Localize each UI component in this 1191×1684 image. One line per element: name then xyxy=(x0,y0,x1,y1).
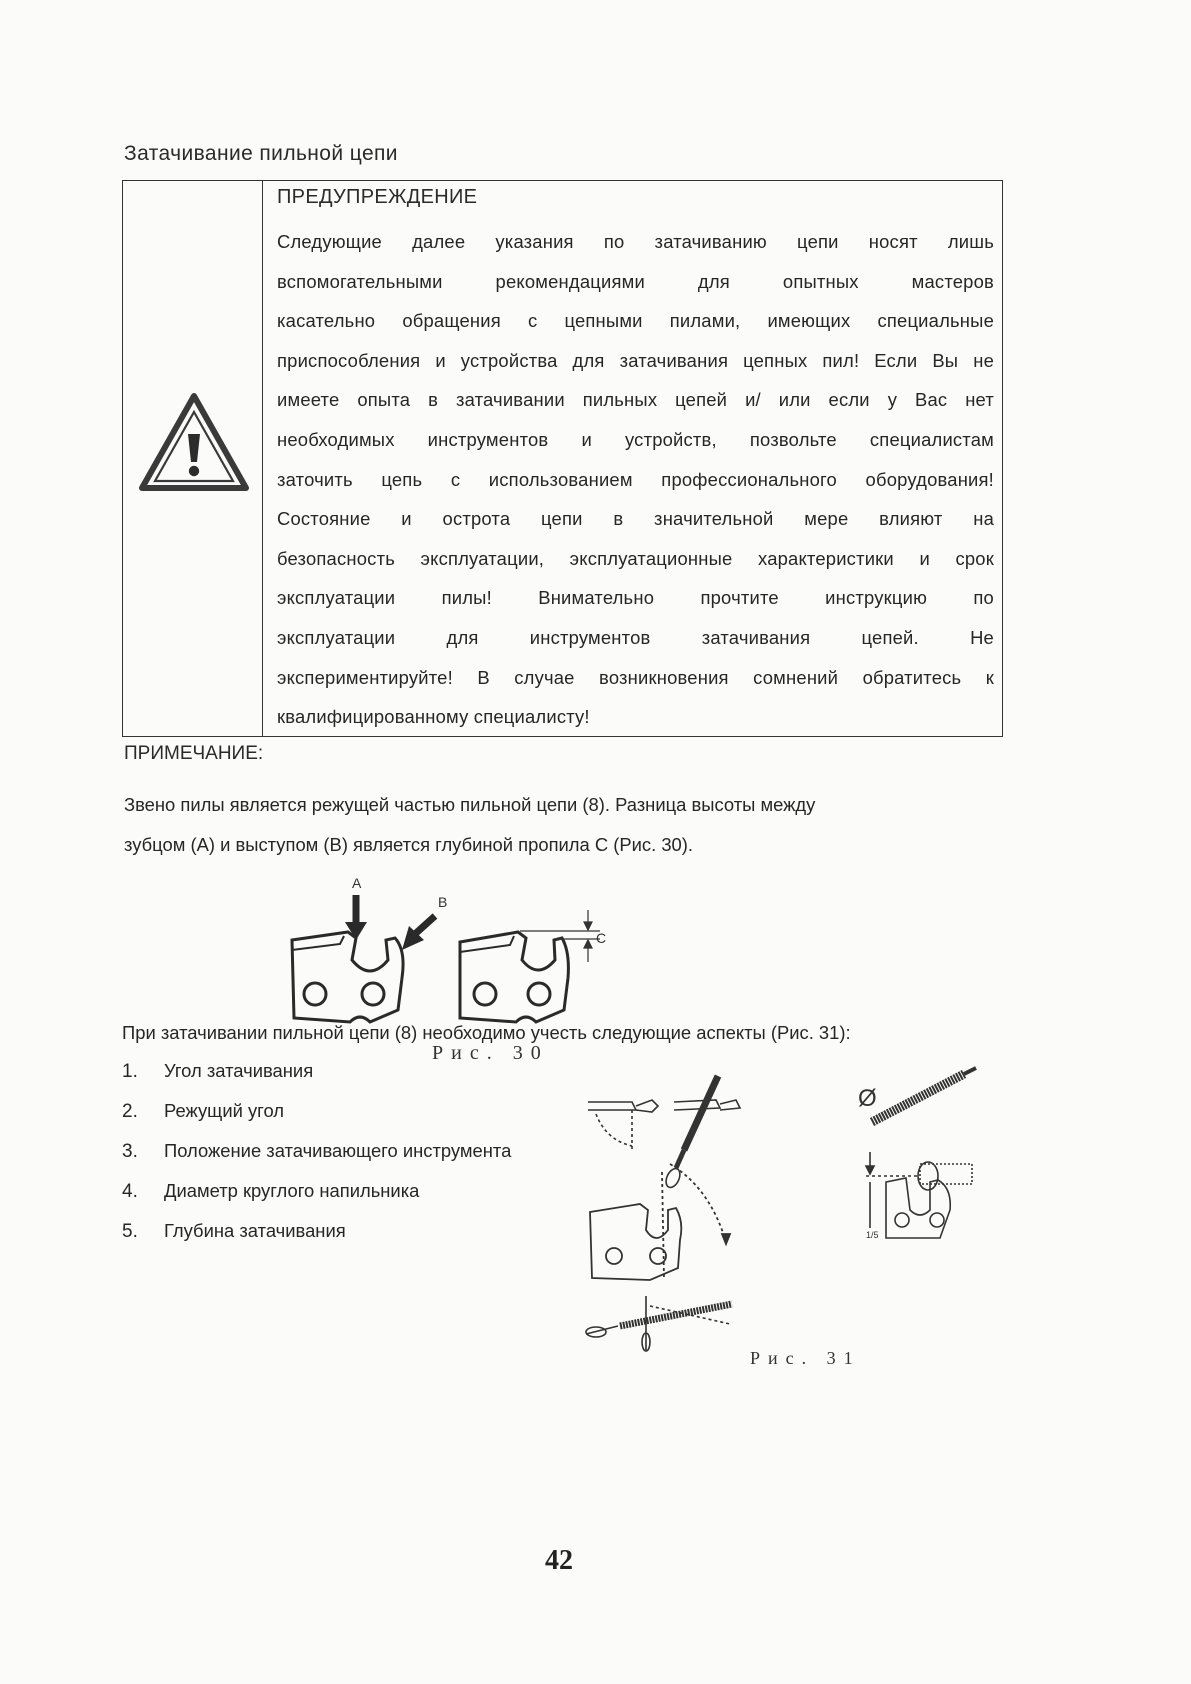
sharpening-depth-sketch xyxy=(866,1152,972,1238)
warning-box-divider xyxy=(262,180,263,737)
figure-31-caption: Рис. 31 xyxy=(750,1348,861,1368)
figure-30-diagram xyxy=(270,870,670,1030)
page-number: 42 xyxy=(545,1545,573,1576)
note-heading: ПРИМЕЧАНИЕ: xyxy=(124,743,264,764)
list-item-number: 3. xyxy=(122,1141,138,1162)
round-file-icon xyxy=(872,1068,976,1122)
sharpening-list xyxy=(122,1060,511,1260)
list-item-number: 4. xyxy=(122,1181,138,1202)
warning-triangle-icon xyxy=(138,392,250,492)
depth-gauge-marker xyxy=(520,910,600,962)
warning-line: вспомогательными рекомендациями для опытных мастеров xyxy=(277,270,994,292)
warning-line: заточить цепь с использованием профессионального оборудования! xyxy=(277,468,994,490)
warning-line: касательно обращения с цепными пилами, имеющих специальные xyxy=(277,310,994,332)
round-file-handle-sketch xyxy=(663,1076,718,1190)
list-item-label: Положение затачивающего инструмента xyxy=(164,1140,512,1161)
list-item xyxy=(122,1140,511,1180)
cutting-angle-sketch xyxy=(590,1164,730,1280)
list-item-label: Режущий угол xyxy=(164,1100,285,1121)
warning-line: приспособления и устройства для затачивания цепных пил! Если Вы не xyxy=(277,349,994,371)
list-item xyxy=(122,1220,511,1260)
warning-heading: ПРЕДУПРЕЖДЕНИЕ xyxy=(277,186,478,208)
depth-label: 1/5 xyxy=(866,1230,879,1240)
list-item xyxy=(122,1060,511,1100)
warning-line: Состояние и острота цепи в значительной мере влияют на xyxy=(277,508,994,530)
list-item-number: 1. xyxy=(122,1061,138,1082)
diameter-symbol: Ø xyxy=(858,1085,877,1112)
figure-31-diagram xyxy=(580,1060,1000,1360)
section-title: Затачивание пильной цепи xyxy=(124,142,398,165)
figure-30-label-b: B xyxy=(438,894,448,910)
warning-line: эксплуатации пилы! Внимательно прочтите инструкцию по xyxy=(277,587,994,609)
warning-line: безопасность эксплуатации, эксплуатационные характеристики и срок xyxy=(277,547,994,569)
list-item-number: 2. xyxy=(122,1101,138,1122)
figure-30-label-a: A xyxy=(352,875,362,891)
note-line: зубцом (A) и выступом (B) является глубиной пропила C (Рис. 30). xyxy=(124,834,694,855)
warning-text xyxy=(277,222,994,737)
warning-line: экспериментируйте! В случае возникновения сомнений обратитесь к xyxy=(277,666,994,688)
list-item xyxy=(122,1100,511,1140)
list-item xyxy=(122,1180,511,1220)
warning-line: квалифицированному специалисту! xyxy=(277,706,590,728)
warning-line: имеете опыта в затачивании пильных цепей и/ или если у Вас нет xyxy=(277,389,994,411)
sharpening-intro: При затачивании пильной цепи (8) необходимо учесть следующие аспекты (Рис. 31): xyxy=(122,1022,851,1043)
list-item-label: Глубина затачивания xyxy=(164,1220,346,1241)
warning-line: Следующие далее указания по затачиванию цепи носят лишь xyxy=(277,231,994,252)
list-item-label: Диаметр круглого напильника xyxy=(164,1180,420,1201)
note-line: Звено пилы является режущей частью пильной цепи (8). Разница высоты между xyxy=(124,794,816,815)
list-item-label: Угол затачивания xyxy=(164,1060,314,1081)
figure-30-caption: Рис. 30 xyxy=(432,1042,549,1064)
chain-link-right xyxy=(460,932,568,1022)
note-text xyxy=(124,785,944,865)
warning-line: эксплуатации для инструментов затачивания цепей. Не xyxy=(277,626,994,648)
list-item-number: 5. xyxy=(122,1221,138,1242)
sharpening-angle-sketch xyxy=(588,1100,740,1152)
file-position-sketch xyxy=(586,1296,732,1351)
figure-30-label-c: C xyxy=(596,930,607,946)
chain-link-left xyxy=(292,932,403,1022)
warning-line: необходимых инструментов и устройств, позвольте специалистам xyxy=(277,428,994,450)
